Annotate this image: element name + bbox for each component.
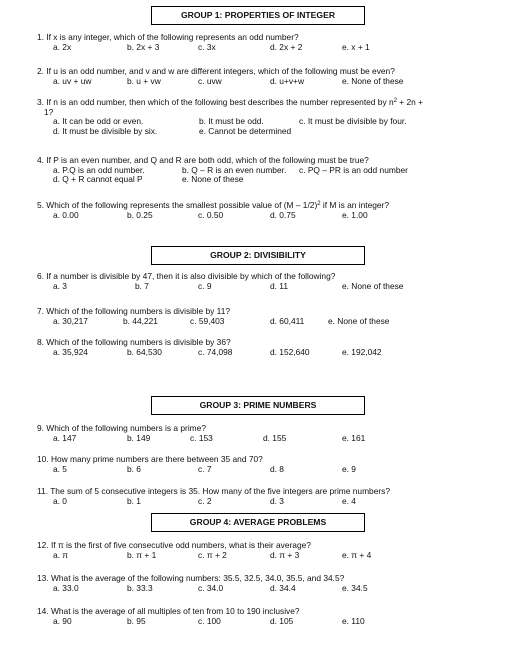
question-9-stem: 9. Which of the following numbers is a prime? <box>37 423 206 433</box>
q5-option-b: b. 0.25 <box>127 209 153 220</box>
q7-option-e: e. None of these <box>328 315 390 326</box>
q8-option-d: d. 152,640 <box>270 346 310 357</box>
question-9 <box>37 424 497 443</box>
q5-option-c: c. 0.50 <box>198 209 224 220</box>
q1-option-a: a. 2x <box>53 41 72 52</box>
q7-option-d: d. 60,411 <box>270 315 305 326</box>
q6-option-b: b. 7 <box>135 280 149 291</box>
question-14 <box>37 607 497 626</box>
q12-option-b: b. π + 1 <box>127 549 157 560</box>
q4-option-a: a. P.Q is an odd number. <box>53 164 145 175</box>
q8-option-c: c. 74,098 <box>198 346 233 357</box>
question-3-stem: 3. If n is an odd number, then which of the following best describes the number represented by $n^2 + 2n$ + <box>37 97 424 107</box>
question-8-stem: 8. Which of the following numbers is divisible by 36? <box>37 337 231 347</box>
q1-option-d: d. 2x + 2 <box>270 41 303 52</box>
q13-option-c: c. 34.0 <box>198 582 224 593</box>
q5-option-d: d. 0.75 <box>270 209 296 220</box>
question-10-stem: 10. How many prime numbers are there between 35 and 70? <box>37 454 263 464</box>
q2-option-b: b. u + vw <box>127 75 161 86</box>
q11-option-a: a. 0 <box>53 495 67 506</box>
q11-option-e: e. 4 <box>342 495 356 506</box>
q4-option-e: e. None of these <box>182 174 244 185</box>
q7-option-a: a. 30,217 <box>53 315 88 326</box>
q9-option-d: d. 155 <box>263 432 287 443</box>
q8-option-a: a. 35,924 <box>53 346 88 357</box>
q10-option-e: e. 9 <box>342 463 356 474</box>
q9-option-e: e. 161 <box>342 432 366 443</box>
q13-option-a: a. 33.0 <box>53 582 79 593</box>
question-7-stem: 7. Which of the following numbers is divisible by 11? <box>37 306 231 316</box>
question-5-stem: 5. Which of the following represents the smallest possible value of (M – 1/2)$^2$ if M is an integer? <box>37 200 390 210</box>
q12-option-e: e. π + 4 <box>342 549 372 560</box>
question-5 <box>37 201 497 220</box>
q14-option-c: c. 100 <box>198 615 221 626</box>
q1-option-e: e. x + 1 <box>342 41 370 52</box>
q9-option-a: a. 147 <box>53 432 77 443</box>
q9-option-c: c. 153 <box>190 432 213 443</box>
q6-option-e: e. None of these <box>342 280 404 291</box>
question-3-stem-cont: 1? <box>44 106 54 117</box>
question-14-stem: 14. What is the average of all multiples of ten from 10 to 190 inclusive? <box>37 606 300 616</box>
q11-option-b: b. 1 <box>127 495 141 506</box>
q2-option-e: e. None of these <box>342 75 404 86</box>
q1-option-c: c. 3x <box>198 41 216 52</box>
question-12-stem: 12. If π is the first of five consecutive odd numbers, what is their average? <box>37 540 311 550</box>
q14-option-e: e. 110 <box>342 615 365 626</box>
q6-option-a: a. 3 <box>53 280 67 291</box>
q6-option-c: c. 9 <box>198 280 212 291</box>
q11-option-c: c. 2 <box>198 495 212 506</box>
q3-option-e: e. Cannot be determined <box>199 125 292 136</box>
q13-option-b: b. 33.3 <box>127 582 153 593</box>
q14-option-d: d. 105 <box>270 615 294 626</box>
q10-option-d: d. 8 <box>270 463 284 474</box>
q4-option-d: d. Q + R cannot equal P <box>53 174 143 185</box>
q9-option-b: b. 149 <box>127 432 151 443</box>
q3-option-b: b. It must be odd. <box>199 116 264 127</box>
question-2-stem: 2. If u is an odd number, and v and w are different integers, which of the following must be even? <box>37 66 395 76</box>
q10-option-c: c. 7 <box>198 463 212 474</box>
q6-option-d: d. 11 <box>270 280 289 291</box>
q12-option-a: a. π <box>53 549 69 560</box>
q13-option-e: e. 34.5 <box>342 582 368 593</box>
question-11 <box>37 487 497 506</box>
q7-option-c: c. 59,403 <box>190 315 225 326</box>
q5-option-e: e. 1.00 <box>342 209 368 220</box>
question-3 <box>37 98 497 136</box>
q1-option-b: b. 2x + 3 <box>127 41 160 52</box>
q2-option-a: a. uv + uw <box>53 75 92 86</box>
q12-option-d: d. π + 3 <box>270 549 300 560</box>
q3-option-a: a. It can be odd or even. <box>53 116 144 127</box>
q11-option-d: d. 3 <box>270 495 284 506</box>
q13-option-d: d. 34.4 <box>270 582 296 593</box>
question-7 <box>37 307 497 326</box>
question-13-stem: 13. What is the average of the following numbers: 35.5, 32.5, 34.0, 35.5, and 34.5? <box>37 573 345 583</box>
question-4 <box>37 156 497 185</box>
q7-option-b: b. 44,221 <box>123 315 158 326</box>
q10-option-a: a. 5 <box>53 463 67 474</box>
question-1 <box>37 33 497 52</box>
q3-option-c: c. It must be divisible by four. <box>299 116 407 127</box>
question-11-stem: 11. The sum of 5 consecutive integers is 35. How many of the five integers are prime numbers? <box>37 486 391 496</box>
group-2-header: GROUP 2: DIVISIBILITY <box>151 246 365 265</box>
q8-option-e: e. 192,042 <box>342 346 382 357</box>
q4-option-b: b. Q – R is an even number. <box>182 164 287 175</box>
q3-option-d: d. It must be divisible by six. <box>53 125 158 136</box>
question-12 <box>37 541 497 560</box>
group-4-header: GROUP 4: AVERAGE PROBLEMS <box>151 513 365 532</box>
q2-option-c: c. uvw <box>198 75 222 86</box>
question-10 <box>37 455 497 474</box>
q14-option-a: a. 90 <box>53 615 72 626</box>
q5-option-a: a. 0.00 <box>53 209 79 220</box>
q2-option-d: d. u+v+w <box>270 75 304 86</box>
group-3-header: GROUP 3: PRIME NUMBERS <box>151 396 365 415</box>
question-8 <box>37 338 497 357</box>
question-2 <box>37 67 497 86</box>
question-6-stem: 6. If a number is divisible by 47, then it is also divisible by which of the following? <box>37 271 336 281</box>
q14-option-b: b. 95 <box>127 615 146 626</box>
question-6 <box>37 272 497 291</box>
q4-option-c: c. PQ – PR is an odd number <box>299 164 408 175</box>
q8-option-b: b. 64,530 <box>127 346 162 357</box>
question-1-stem: 1. If x is any integer, which of the following represents an odd number? <box>37 32 299 42</box>
q10-option-b: b. 6 <box>127 463 141 474</box>
question-4-stem: 4. If P is an even number, and Q and R are both odd, which of the following must be true? <box>37 155 369 165</box>
group-1-header: GROUP 1: PROPERTIES OF INTEGER <box>151 6 365 25</box>
q12-option-c: c. π + 2 <box>198 549 227 560</box>
question-13 <box>37 574 497 593</box>
